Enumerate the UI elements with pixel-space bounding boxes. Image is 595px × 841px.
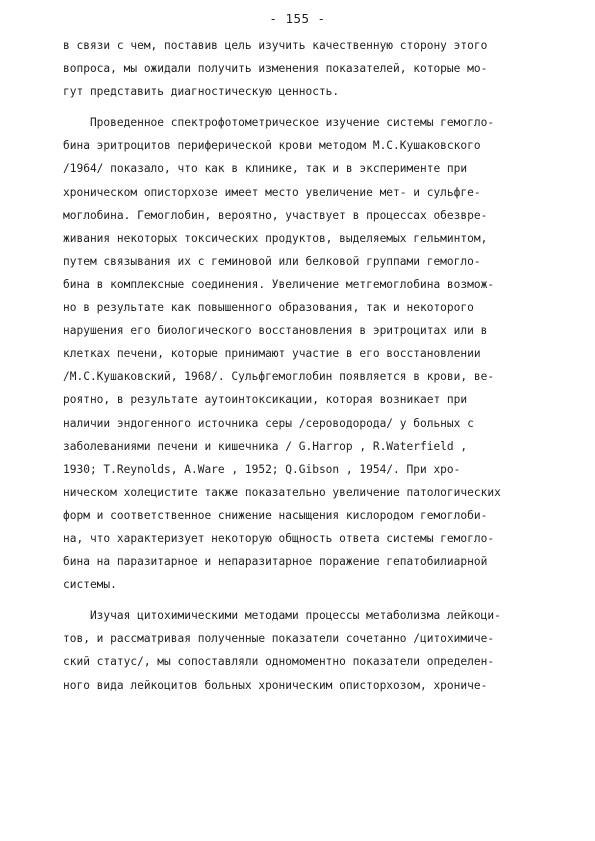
text-line: путем связывания их с геминовой или белковой группами гемогло- — [63, 254, 481, 268]
text-line: форм и соответственное снижение насыщения кислородом гемоглоби- — [63, 508, 488, 522]
paragraph — [63, 34, 533, 103]
text-line: /М.С.Кушаковский, 1968/. Сульфгемоглобин появляется в крови, ве- — [63, 370, 495, 384]
text-line: живания некоторых токсических продуктов, выделяемых гельминтом, — [63, 231, 488, 245]
text-line: 1930; T.Reynolds, A.Ware , 1952; Q.Gibson , 1954/. При хро- — [63, 462, 461, 476]
text-line: бина в комплексные соединения. Увеличение метгемоглобина возмож- — [63, 277, 495, 291]
page-number: - 155 - — [269, 11, 326, 26]
paragraph-gap — [63, 596, 533, 604]
text-line: заболеваниями печени и кишечника / G.Harrop , R.Waterfield , — [63, 439, 468, 453]
text-line: ническом холецистите также показательно увеличение патологических — [63, 485, 501, 499]
text-line: вопроса, мы ожидали получить изменения показателей, которые мо- — [63, 62, 488, 76]
text-line: моглобина. Гемоглобин, вероятно, участвует в процессах обезвре- — [63, 208, 488, 222]
text-line: роятно, в результате аутоинтоксикации, которая возникает при — [63, 393, 468, 407]
text-line: бина эритроцитов периферической крови методом М.С.Кушаковского — [63, 139, 481, 153]
text-line: бина на паразитарное и непаразитарное поражение гепатобилиарной — [63, 555, 488, 569]
text-line: на, что характеризует некоторую общность ответа системы гемогло- — [63, 531, 495, 545]
text-line: системы. — [63, 578, 117, 592]
paragraph-gap — [63, 103, 533, 111]
text-line: хроническом описторхозе имеет место увеличение мет- и сульфге- — [63, 185, 481, 199]
text-line: клетках печени, которые принимают участие в его восстановлении — [63, 347, 481, 361]
text-line: тов, и рассматривая полученные показатели сочетанно /цитохимиче- — [63, 632, 495, 646]
text-line: Проведенное спектрофотометрическое изучение системы гемогло- — [63, 116, 495, 130]
text-line: но в результате как повышенного образования, так и некоторого — [63, 301, 474, 315]
text-line: ский статус/, мы сопоставляли одномоментно показатели определен- — [63, 655, 495, 669]
body-text — [63, 34, 533, 697]
text-line: нарушения его биологического восстановления в эритроцитах или в — [63, 324, 488, 338]
paragraph — [63, 111, 533, 596]
paragraph — [63, 604, 533, 696]
text-line: Изучая цитохимическими методами процессы метаболизма лейкоци- — [63, 609, 501, 623]
text-line: /1964/ показало, что как в клинике, так и в эксперименте при — [63, 162, 468, 176]
text-line: в связи с чем, поставив цель изучить качественную сторону этого — [63, 39, 488, 52]
text-line: ного вида лейкоцитов больных хроническим описторхозом, хрониче- — [63, 678, 488, 692]
text-line: наличии эндогенного источника серы /сероводорода/ у больных с — [63, 416, 474, 430]
text-line: гут представить диагностическую ценность. — [63, 85, 340, 99]
